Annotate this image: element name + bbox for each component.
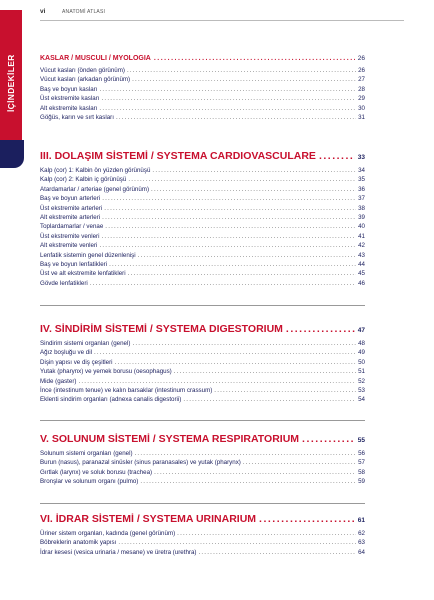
toc-entry[interactable]: Vücut kasları (önden görünüm) ..... 26 [40,66,365,75]
toc-section-title[interactable]: III. DOLAŞIM SİSTEMİ / SYSTEMA CARDIOVASCULARE ..... 33 [40,150,365,162]
section-divider [40,503,365,504]
toc-section-cardiovascular [40,150,365,288]
toc-entry[interactable]: Üst ekstremite venleri ..... 41 [40,232,365,241]
side-tab-label: İÇİNDEKİLER [6,54,16,112]
toc-section-title[interactable]: VI. İDRAR SİSTEMİ / SYSTEMA URINARIUM ..... 61 [40,513,365,525]
toc-entry[interactable]: Kalp (cor) 1: Kalbin ön yüzden görünüşü ..... 34 [40,166,365,175]
toc-entry[interactable]: Alt ekstremite arterleri ..... 39 [40,213,365,222]
toc-section-digestorium [40,323,365,405]
toc-entry[interactable]: Üst ekstremite kasları ..... 29 [40,94,365,103]
toc-section-title[interactable]: IV. SİNDİRİM SİSTEMİ / SYSTEMA DIGESTORIUM ..... 47 [40,323,365,335]
toc-entry[interactable]: Bronşlar ve solunum organı (pulmo) ..... 59 [40,477,365,486]
toc-section-title[interactable]: V. SOLUNUM SİSTEMİ / SYSTEMA RESPIRATORIUM ..... 55 [40,433,365,445]
toc-entry[interactable]: Göğüs, karın ve sırt kasları ..... 31 [40,113,365,122]
section-divider [40,420,365,421]
toc-entry[interactable]: Ağız boşluğu ve dil ..... 49 [40,348,365,357]
toc-entry[interactable]: Böbreklerin anatomik yapısı ..... 63 [40,538,365,547]
toc-section-musculi [40,55,365,122]
toc-entry[interactable]: İnce (intestinum tenue) ve kalın barsaklar (intestinum crassum) ..... 53 [40,386,365,395]
toc-section-respiratorium [40,433,365,487]
toc-entry[interactable]: Vücut kasları (arkadan görünüm) ..... 27 [40,75,365,84]
toc-entry[interactable]: Alt ekstremite kasları ..... 30 [40,104,365,113]
toc-entry[interactable]: Baş ve boyun arterleri ..... 37 [40,194,365,203]
toc-entry[interactable]: Lenfatik sistemin genel düzenlenişi ..... 43 [40,251,365,260]
toc-entry[interactable]: Baş ve boyun lenfatikleri ..... 44 [40,260,365,269]
side-tab-accent [0,140,24,168]
toc-entry[interactable]: Üst ekstremite arterleri ..... 38 [40,204,365,213]
toc-entry[interactable]: Solunum sistemi organları (genel) ..... 56 [40,449,365,458]
toc-entry[interactable]: Kalp (cor) 2: Kalbin iç görünüşü ..... 35 [40,175,365,184]
toc-entry[interactable]: Dişin yapısı ve diş çeşitleri ..... 50 [40,358,365,367]
header-rule [40,20,404,21]
toc-section-title[interactable]: KASLAR / MUSCULI / MYOLOGIA ..... 26 [40,55,365,62]
toc-entry[interactable]: Toplardamarlar / venae ..... 40 [40,222,365,231]
toc-entry[interactable]: Alt ekstremite venleri ..... 42 [40,241,365,250]
running-title: ANATOMİ ATLASI [62,9,106,15]
page-number: vi [40,8,46,15]
toc-entry[interactable]: Gövde lenfatikleri ..... 46 [40,279,365,288]
toc-entry[interactable]: Burun (nasus), paranazal sinüsler (sinus paranasales) ve yutak (pharynx) ..... 57 [40,458,365,467]
toc-entry[interactable]: Gırtlak (larynx) ve soluk borusu (trachea) ..... 58 [40,468,365,477]
toc-entry[interactable]: Baş ve boyun kasları ..... 28 [40,85,365,94]
toc-entry[interactable]: Yutak (pharynx) ve yemek borusu (oesophagus) ..... 51 [40,367,365,376]
toc-entry[interactable]: Sindirim sistemi organları (genel) ..... 48 [40,339,365,348]
toc-entry[interactable]: İdrar kesesi (vesica urinaria / mesane) ve üretra (urethra) ..... 64 [40,548,365,557]
toc-entry[interactable]: Eklenti sindirim organları (adnexa canalis digestorii) ..... 54 [40,395,365,404]
section-divider [40,305,365,306]
toc-entry[interactable]: Atardamarlar / arteriae (genel görünüm) ..... 36 [40,185,365,194]
toc-entry[interactable]: Üriner sistem organları, kadında (genel görünüm) ..... 62 [40,529,365,538]
toc-section-urinarium [40,513,365,557]
toc-entry[interactable]: Üst ve alt ekstremite lenfatikleri ..... 45 [40,269,365,278]
toc-entry[interactable]: Mide (gaster) ..... 52 [40,377,365,386]
